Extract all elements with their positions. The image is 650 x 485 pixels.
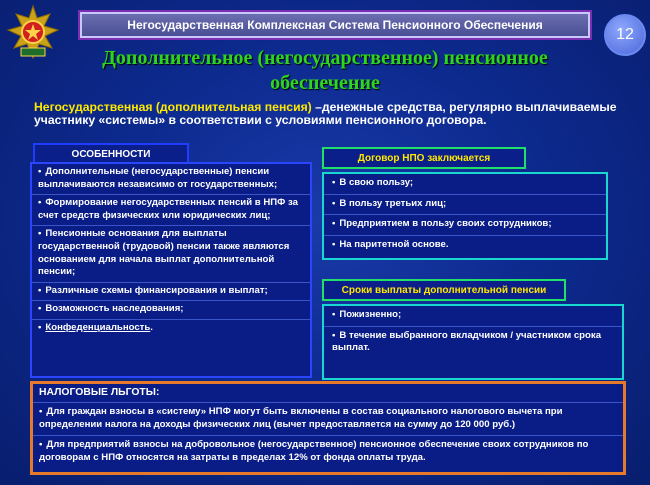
contract-box [322,172,608,260]
list-item: • На паритетной основе. [332,238,449,250]
tax-heading: НАЛОГОВЫЕ ЛЬГОТЫ: [33,384,623,403]
terms-heading: Сроки выплаты дополнительной пенсии [322,279,566,301]
features-heading: ОСОБЕННОСТИ [33,143,189,165]
definition [34,101,624,127]
terms-box [322,304,624,380]
list-item: • Для предприятий взносы на добровольное (негосударственное) пенсионное обеспечение своих сотрудников по договорам с НПФ относятся на затраты в пределах 12% от фонда оплаты труда. [39,439,589,463]
system-banner: Негосударственная Комплексная Система Пенсионного Обеспечения [80,12,590,38]
definition-text: –денежные средства, регулярно выплачиваемые участнику «системы» в соответствии с условиями пенсионного договора. [34,100,617,127]
list-item: • В свою пользу; [324,174,606,195]
page-title: Дополнительное (негосударственное) пенсионное обеспечение [102,47,548,94]
slide-number: 12 [604,14,646,56]
list-item: • Возможность наследования; [32,301,310,320]
contract-heading: Договор НПО заключается [322,147,526,169]
list-item: • Предприятием в пользу своих сотрудников; [324,215,606,236]
coat-of-arms-icon [4,4,62,62]
list-item: • В течение выбранного вкладчиком / участником срока выплат. [332,329,602,354]
list-item: • Формирование негосударственных пенсий в НПФ за счет средств физических или юридических лиц; [32,195,310,226]
tax-box [30,381,626,475]
list-item: • Различные схемы финансирования и выплат; [32,283,310,302]
list-item: • Пенсионные основания для выплаты государственной (трудовой) пенсии также являются основанием для начала выплат дополнительной пенсии; [32,226,310,282]
features-box [30,162,312,378]
definition-term: Негосударственная (дополнительная пенсия) [34,100,312,114]
list-item: • В пользу третьих лиц; [324,195,606,216]
list-item: • Конфеденциальность. [38,321,153,333]
emblem [4,4,62,62]
list-item: • Дополнительные (негосударственные) пенсии выплачиваются независимо от государственных; [32,164,310,195]
list-item: • Для граждан взносы в «систему» НПФ могут быть включены в состав социального налогового вычета при определении налога на доходы физических лиц (вычет предоставляется на сумму до 120 000 руб.) [33,403,623,436]
confidentiality-text: Конфеденциальность [45,321,151,333]
list-item: • Пожизненно; [324,306,622,327]
